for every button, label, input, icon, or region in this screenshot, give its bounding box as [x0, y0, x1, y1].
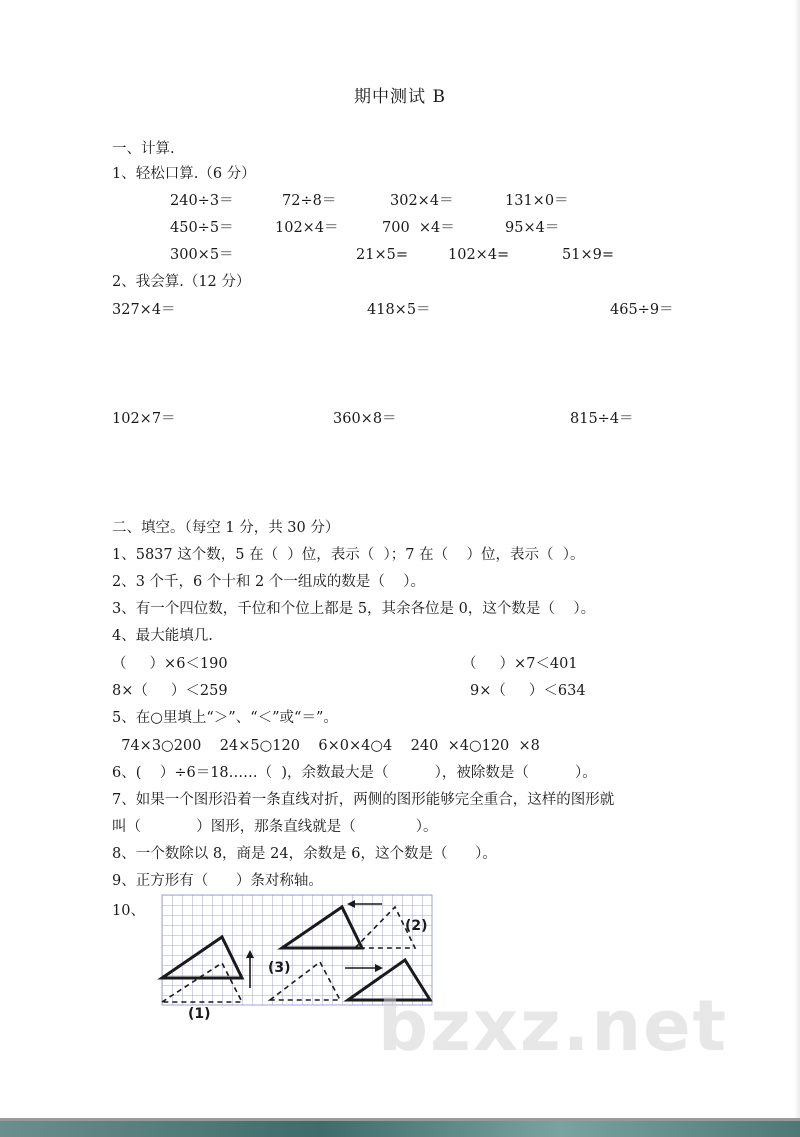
mental-calc-item: 72÷8＝: [282, 193, 337, 209]
mental-calc-item: 102×4＝: [275, 220, 339, 236]
fill-q5-label: 5、在○里填上“＞”、“＜”或“＝”。: [112, 710, 338, 726]
watermark-text: bzxz.net: [378, 985, 729, 1067]
mental-calc-item: 102×4=: [448, 247, 510, 263]
mental-calc-item: 700 ×4＝: [382, 220, 455, 236]
written-calc-item: 465÷9＝: [610, 302, 674, 318]
mental-calc-item: 95×4＝: [505, 220, 560, 236]
written-calc-item: 815÷4＝: [570, 411, 634, 427]
fill-q4-item: （ ）×6＜190: [112, 656, 228, 672]
fill-q8: 8、一个数除以 8，商是 24，余数是 6，这个数是（ ）。: [112, 846, 497, 862]
fill-q4-item: （ ）×7＜401: [462, 656, 578, 672]
mental-calc-item: 302×4＝: [390, 193, 454, 209]
section-2-heading: 二、填空。（每空 1 分，共 30 分）: [112, 520, 340, 536]
fill-q7-line1: 7、如果一个图形沿着一条直线对折，两侧的图形能够完全重合，这样的图形就: [112, 792, 615, 808]
written-calc-item: 102×7＝: [112, 411, 176, 427]
viewer-bottom-bar: [0, 1118, 800, 1137]
page-edge-shadow: [794, 0, 800, 1118]
figure-tag-1: (1): [188, 1006, 211, 1022]
figure-tag-3: (3): [268, 960, 291, 976]
fill-q4-item: 8×（ ）＜259: [112, 683, 228, 699]
mental-calc-item: 131×0＝: [505, 193, 569, 209]
written-calc-item: 418×5＝: [367, 302, 431, 318]
mental-calc-item: 240÷3＝: [170, 193, 234, 209]
mental-calc-item: 51×9=: [562, 247, 614, 263]
q1-label: 1、轻松口算.（6 分）: [112, 166, 256, 182]
fill-q1: 1、5837 这个数，5 在（ ）位，表示（ ）；7 在（ ）位，表示（ ）。: [112, 547, 585, 563]
section-1-heading: 一、计算.: [112, 141, 175, 157]
fill-q5-items: 74×3○200 24×5○120 6×0×4○4 240 ×4○120 ×8: [112, 738, 540, 754]
fill-q4-item: 9×（ ）＜634: [470, 683, 586, 699]
fill-q10-label: 10、: [112, 903, 145, 919]
fill-q2: 2、3 个千，6 个十和 2 个一组成的数是（ ）。: [112, 574, 426, 590]
mental-calc-item: 450÷5＝: [170, 220, 234, 236]
fill-q9: 9、正方形有（ ）条对称轴。: [112, 873, 323, 889]
fill-q6: 6、( ）÷6＝18……（ )，余数最大是（ ），被除数是（ ）。: [112, 765, 597, 781]
page-title: 期中测试 B: [354, 87, 446, 107]
fill-q4-label: 4、最大能填几.: [112, 628, 213, 644]
written-calc-item: 327×4＝: [112, 302, 176, 318]
figure-tag-2: (2): [405, 918, 428, 934]
mental-calc-item: 300×5＝: [170, 247, 234, 263]
q2-label: 2、我会算.（12 分）: [112, 274, 251, 290]
fill-q7-line2: 叫（ ）图形，那条直线就是（ ）。: [112, 819, 438, 835]
mental-calc-item: 21×5=: [356, 247, 408, 263]
written-calc-item: 360×8＝: [333, 411, 397, 427]
fill-q3: 3、有一个四位数，千位和个位上都是 5，其余各位是 0，这个数是（ ）。: [112, 601, 596, 617]
